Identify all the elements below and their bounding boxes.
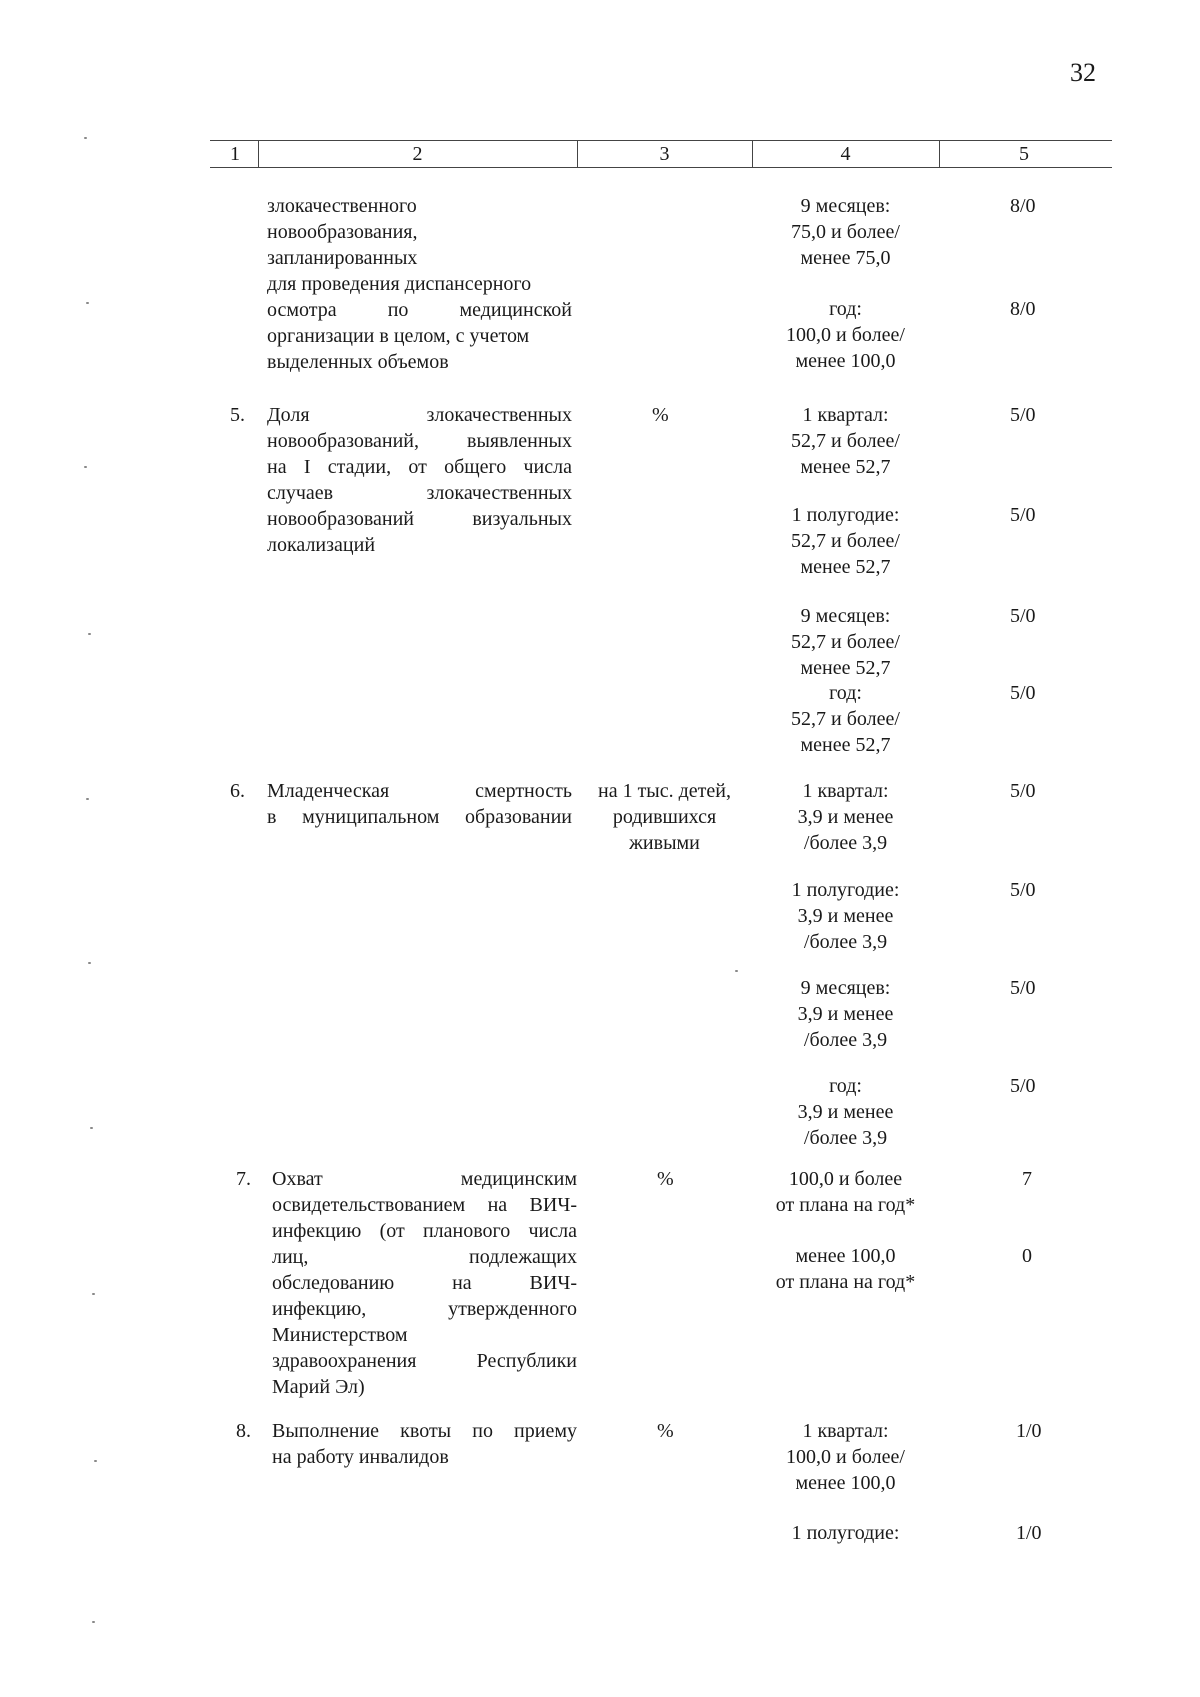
row6-period-9m — [752, 975, 939, 1053]
desc-line: Марий Эл) — [272, 1376, 365, 1398]
row7-unit: % — [657, 1168, 674, 1190]
row7-description — [272, 1166, 577, 1400]
period-line: 9 месяцев: — [800, 605, 891, 627]
row5-score-q1: 5/0 — [1010, 404, 1036, 426]
period-line: 1 полугодие: — [791, 504, 900, 526]
row-number: 8. — [236, 1420, 251, 1442]
cont-period-9m — [752, 193, 939, 271]
header-bottom-rule — [210, 167, 1112, 168]
desc-line: инфекцию, утвержденного — [272, 1298, 577, 1320]
scan-speck — [88, 633, 91, 635]
period-line: /более 3,9 — [803, 1127, 888, 1149]
header-col-3: 3 — [659, 143, 670, 165]
period-line: 1 квартал: — [802, 780, 889, 802]
period-line: менее 100,0 — [795, 1245, 896, 1267]
period-line: от плана на год* — [775, 1194, 916, 1216]
period-line: 1 полугодие: — [791, 879, 900, 901]
row5-score-9m: 5/0 — [1010, 605, 1036, 627]
page-number: 32 — [1070, 58, 1096, 87]
desc-line: осмотра по медицинской — [267, 299, 572, 321]
period-line: 9 месяцев: — [800, 195, 891, 217]
period-line: менее 52,7 — [800, 556, 891, 578]
period-line: 3,9 и менее — [797, 905, 894, 927]
row6-unit — [577, 778, 752, 856]
row5-unit: % — [652, 404, 669, 426]
period-line: 52,7 и более/ — [791, 631, 900, 653]
period-line: менее 100,0 — [795, 350, 896, 372]
scan-speck — [86, 302, 89, 304]
desc-line: Выполнение квоты по приему — [272, 1420, 577, 1442]
period-line: 75,0 и более/ — [791, 221, 900, 243]
desc-line: Министерством — [272, 1324, 408, 1346]
row8-period-q1 — [752, 1418, 939, 1496]
desc-line: выделенных объемов — [267, 351, 449, 373]
period-line: 100,0 и более/ — [786, 324, 905, 346]
cont-score-year: 8/0 — [1010, 298, 1036, 320]
period-line: /более 3,9 — [803, 931, 888, 953]
desc-line: здравоохранения Республики — [272, 1350, 577, 1372]
period-line: менее 52,7 — [800, 734, 891, 756]
period-line: от плана на год* — [775, 1271, 916, 1293]
desc-line: новообразований визуальных — [267, 508, 572, 530]
cont-score-9m: 8/0 — [1010, 195, 1036, 217]
period-line: год: — [829, 682, 862, 704]
row5-score-h1: 5/0 — [1010, 504, 1036, 526]
row-number: 6. — [230, 780, 245, 802]
row8-description — [272, 1418, 577, 1470]
row8-score-q1: 1/0 — [1016, 1420, 1042, 1442]
row7-score-plan-missed: 0 — [1022, 1245, 1032, 1267]
row6-period-q1 — [752, 778, 939, 856]
period-line: 52,7 и более/ — [791, 708, 900, 730]
header-col-2: 2 — [412, 143, 423, 165]
row8-score-h1: 1/0 — [1016, 1522, 1042, 1544]
row5-description — [267, 402, 572, 558]
period-line: 52,7 и более/ — [791, 430, 900, 452]
row6-period-year — [752, 1073, 939, 1151]
desc-line: злокачественного — [267, 195, 417, 217]
row5-period-h1 — [752, 502, 939, 580]
cont-description — [267, 193, 572, 375]
cont-period-year — [752, 296, 939, 374]
scan-speck — [92, 1621, 95, 1623]
desc-line: локализаций — [267, 534, 376, 556]
row5-period-9m — [752, 603, 939, 681]
scan-speck — [84, 466, 87, 468]
desc-line: Доля злокачественных — [267, 404, 572, 426]
header-col-1: 1 — [230, 143, 240, 165]
header-col-4: 4 — [840, 143, 851, 165]
row-number: 5. — [230, 404, 245, 426]
period-line: 3,9 и менее — [797, 1003, 894, 1025]
period-line: 100,0 и более/ — [786, 1446, 905, 1468]
row8-unit: % — [657, 1420, 674, 1442]
row5-period-q1 — [752, 402, 939, 480]
desc-line: освидетельствованием на ВИЧ- — [272, 1194, 577, 1216]
header-col-5: 5 — [1019, 143, 1029, 165]
period-line: менее 52,7 — [800, 456, 891, 478]
row-number: 7. — [236, 1168, 251, 1190]
scan-speck — [86, 798, 89, 800]
period-line: менее 100,0 — [795, 1472, 896, 1494]
row7-period-plan-missed — [752, 1243, 939, 1295]
period-line: 9 месяцев: — [800, 977, 891, 999]
row6-description — [267, 778, 572, 830]
row6-score-h1: 5/0 — [1010, 879, 1036, 901]
scan-speck — [92, 1293, 95, 1295]
desc-line: для проведения диспансерного — [267, 273, 532, 295]
row5-period-year — [752, 680, 939, 758]
period-line: менее 75,0 — [800, 247, 891, 269]
scan-speck — [88, 962, 91, 964]
scan-speck — [94, 1460, 97, 1462]
scan-speck — [735, 970, 738, 972]
desc-line: Младенческая смертность — [267, 780, 572, 802]
period-line: менее 52,7 — [800, 657, 891, 679]
period-line: /более 3,9 — [803, 832, 888, 854]
unit-line: живыми — [629, 832, 700, 854]
row6-score-year: 5/0 — [1010, 1075, 1036, 1097]
row6-score-9m: 5/0 — [1010, 977, 1036, 999]
row6-score-q1: 5/0 — [1010, 780, 1036, 802]
row5-score-year: 5/0 — [1010, 682, 1036, 704]
desc-line: организации в целом, с учетом — [267, 325, 530, 347]
desc-line: новообразований, выявленных — [267, 430, 572, 452]
desc-line: Охват медицинским — [272, 1168, 577, 1190]
unit-line: на 1 тыс. детей, — [597, 780, 731, 802]
row6-period-h1 — [752, 877, 939, 955]
desc-line: запланированных — [267, 247, 418, 269]
period-line: 1 квартал: — [802, 1420, 889, 1442]
desc-line: лиц, подлежащих — [272, 1246, 577, 1268]
row7-period-plan-met — [752, 1166, 939, 1218]
period-line: год: — [829, 298, 862, 320]
period-line: 52,7 и более/ — [791, 530, 900, 552]
desc-line: инфекцию (от планового числа — [272, 1220, 577, 1242]
header-top-rule — [210, 140, 1112, 141]
period-line: 3,9 и менее — [797, 1101, 894, 1123]
period-line: 1 квартал: — [802, 404, 889, 426]
desc-line: обследованию на ВИЧ- — [272, 1272, 577, 1294]
period-line: /более 3,9 — [803, 1029, 888, 1051]
period-line: 1 полугодие: — [791, 1522, 900, 1544]
desc-line: на I стадии, от общего числа — [267, 456, 572, 478]
desc-line: новообразования, — [267, 221, 418, 243]
unit-line: родившихся — [612, 806, 717, 828]
scan-speck — [90, 1127, 93, 1129]
scan-speck — [84, 137, 87, 139]
desc-line: на работу инвалидов — [272, 1446, 449, 1468]
desc-line: случаев злокачественных — [267, 482, 572, 504]
desc-line: в муниципальном образовании — [267, 806, 572, 828]
period-line: 100,0 и более — [788, 1168, 903, 1190]
row8-period-h1 — [752, 1520, 939, 1546]
period-line: год: — [829, 1075, 862, 1097]
row7-score-plan-met: 7 — [1022, 1168, 1032, 1190]
period-line: 3,9 и менее — [797, 806, 894, 828]
